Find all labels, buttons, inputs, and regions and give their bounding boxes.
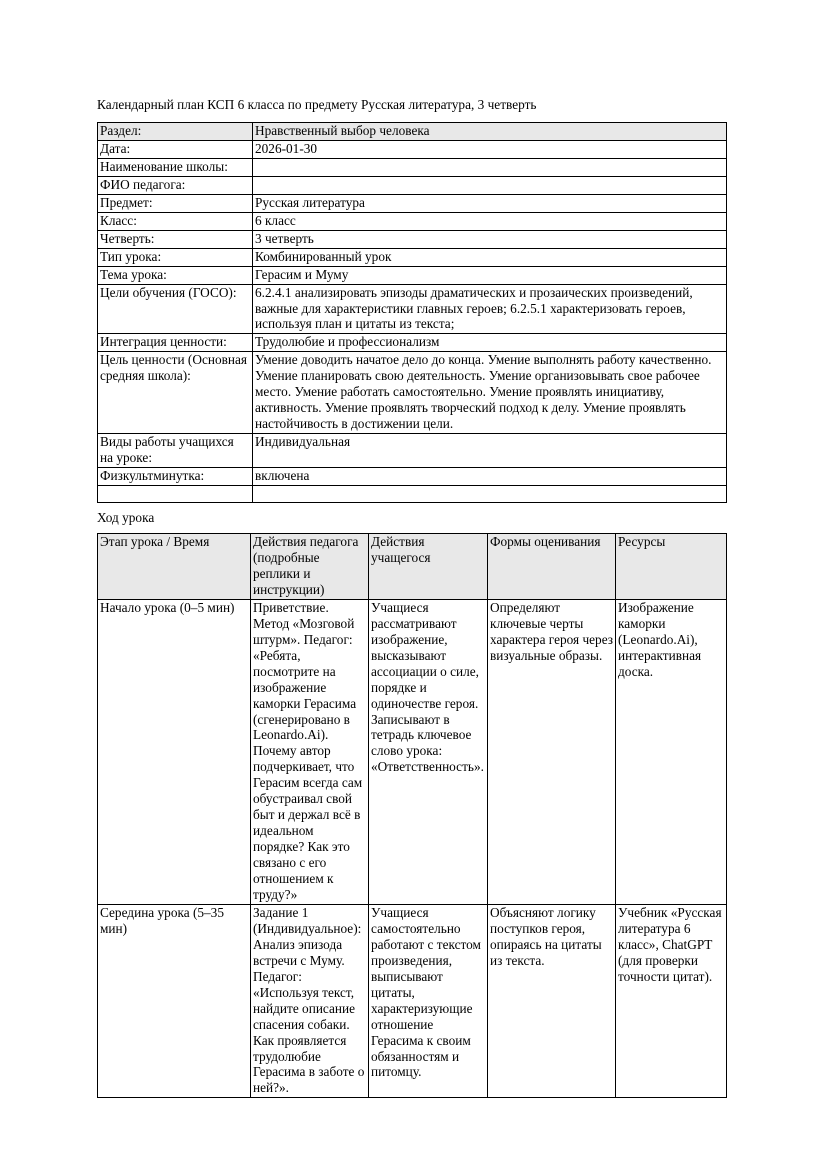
info-row-work-types [98, 434, 727, 468]
info-label: Интеграция ценности: [98, 334, 253, 352]
lesson-flow-table [97, 533, 727, 1098]
flow-cell-student-actions: Учащиеся рассматривают изображение, высказывают ассоциации о силе, порядке и одиночестве героя. Записывают в тетрадь ключевое слово урока: «Ответственность». [369, 599, 488, 904]
info-label: ФИО педагога: [98, 176, 253, 194]
flow-header-stage: Этап урока / Время [98, 534, 251, 600]
flow-row-lesson-start [98, 599, 727, 904]
info-label [98, 486, 253, 503]
info-value [253, 176, 727, 194]
info-row-physical-minute [98, 468, 727, 486]
info-value: включена [253, 468, 727, 486]
flow-header-resources: Ресурсы [616, 534, 727, 600]
info-label: Предмет: [98, 194, 253, 212]
info-row-class [98, 212, 727, 230]
flow-cell-assessment: Объясняют логику поступков героя, опираясь на цитаты из текста. [488, 904, 616, 1097]
info-row-teacher [98, 176, 727, 194]
flow-header-assessment: Формы оценивания [488, 534, 616, 600]
flow-cell-teacher-actions: Задание 1 (Индивидуальное): Анализ эпизода встречи с Муму. Педагог: «Используя текст, найдите описание спасения собаки. Как проявляется трудолюбие Герасима в заботе о ней?». [251, 904, 369, 1097]
info-label: Тема урока: [98, 266, 253, 284]
info-row-empty [98, 486, 727, 503]
lesson-info-table [97, 122, 727, 503]
flow-cell-assessment: Определяют ключевые черты характера героя через визуальные образы. [488, 599, 616, 904]
flow-cell-student-actions: Учащиеся самостоятельно работают с текстом произведения, выписывают цитаты, характеризующие отношение Герасима к своим обязанностям и питомцу. [369, 904, 488, 1097]
info-label: Дата: [98, 140, 253, 158]
info-value: Трудолюбие и профессионализм [253, 334, 727, 352]
info-row-quarter [98, 230, 727, 248]
flow-header-student-actions: Действия учащегося [369, 534, 488, 600]
flow-header-teacher-actions: Действия педагога (подробные реплики и инструкции) [251, 534, 369, 600]
info-label: Физкультминутка: [98, 468, 253, 486]
info-label: Цели обучения (ГОСО): [98, 284, 253, 334]
info-value: Нравственный выбор человека [253, 123, 727, 141]
info-label: Виды работы учащихся на уроке: [98, 434, 253, 468]
info-label: Цель ценности (Основная средняя школа): [98, 352, 253, 434]
info-value [253, 486, 727, 503]
info-value: Индивидуальная [253, 434, 727, 468]
lesson-flow-heading: Ход урока [97, 510, 155, 526]
info-value: 6 класс [253, 212, 727, 230]
flow-cell-stage: Середина урока (5–35 мин) [98, 904, 251, 1097]
info-row-goals [98, 284, 727, 334]
flow-cell-teacher-actions: Приветствие. Метод «Мозговой штурм». Педагог: «Ребята, посмотрите на изображение каморки Герасима (сгенерировано в Leonardo.Ai). Почему автор подчеркивает, что Герасим всегда сам обустраивал свой быт и держал всё в идеальном порядке? Как это связано с его отношением к труду?» [251, 599, 369, 904]
info-value: Умение доводить начатое дело до конца. Умение выполнять работу качественно. Умение планировать свою деятельность. Умение организовывать свое рабочее место. Умение работать самостоятельно. Умение проявлять инициативу, активность. Умение проявлять творческий подход к делу. Умение проявлять настойчивость в достижении цели. [253, 352, 727, 434]
info-row-values-integration [98, 334, 727, 352]
info-label: Четверть: [98, 230, 253, 248]
info-label: Раздел: [98, 123, 253, 141]
info-value: Герасим и Муму [253, 266, 727, 284]
info-value: Комбинированный урок [253, 248, 727, 266]
flow-cell-resources: Учебник «Русская литература 6 класс», ChatGPT (для проверки точности цитат). [616, 904, 727, 1097]
info-value: 2026-01-30 [253, 140, 727, 158]
flow-row-lesson-middle [98, 904, 727, 1097]
info-row-value-goal [98, 352, 727, 434]
flow-cell-stage: Начало урока (0–5 мин) [98, 599, 251, 904]
info-label: Тип урока: [98, 248, 253, 266]
info-value: 6.2.4.1 анализировать эпизоды драматических и прозаических произведений, важные для характеристики главных героев; 6.2.5.1 характеризовать героев, используя план и цитаты из текста; [253, 284, 727, 334]
info-row-school [98, 158, 727, 176]
flow-header-row [98, 534, 727, 600]
info-label: Класс: [98, 212, 253, 230]
flow-cell-resources: Изображение каморки (Leonardo.Ai), интерактивная доска. [616, 599, 727, 904]
info-value: 3 четверть [253, 230, 727, 248]
info-row-lesson-type [98, 248, 727, 266]
info-value: Русская литература [253, 194, 727, 212]
info-value [253, 158, 727, 176]
document-title: Календарный план КСП 6 класса по предмету Русская литература, 3 четверть [97, 97, 537, 112]
info-label: Наименование школы: [98, 158, 253, 176]
info-row-date [98, 140, 727, 158]
info-row-razdel [98, 123, 727, 141]
info-row-subject [98, 194, 727, 212]
info-row-lesson-topic [98, 266, 727, 284]
